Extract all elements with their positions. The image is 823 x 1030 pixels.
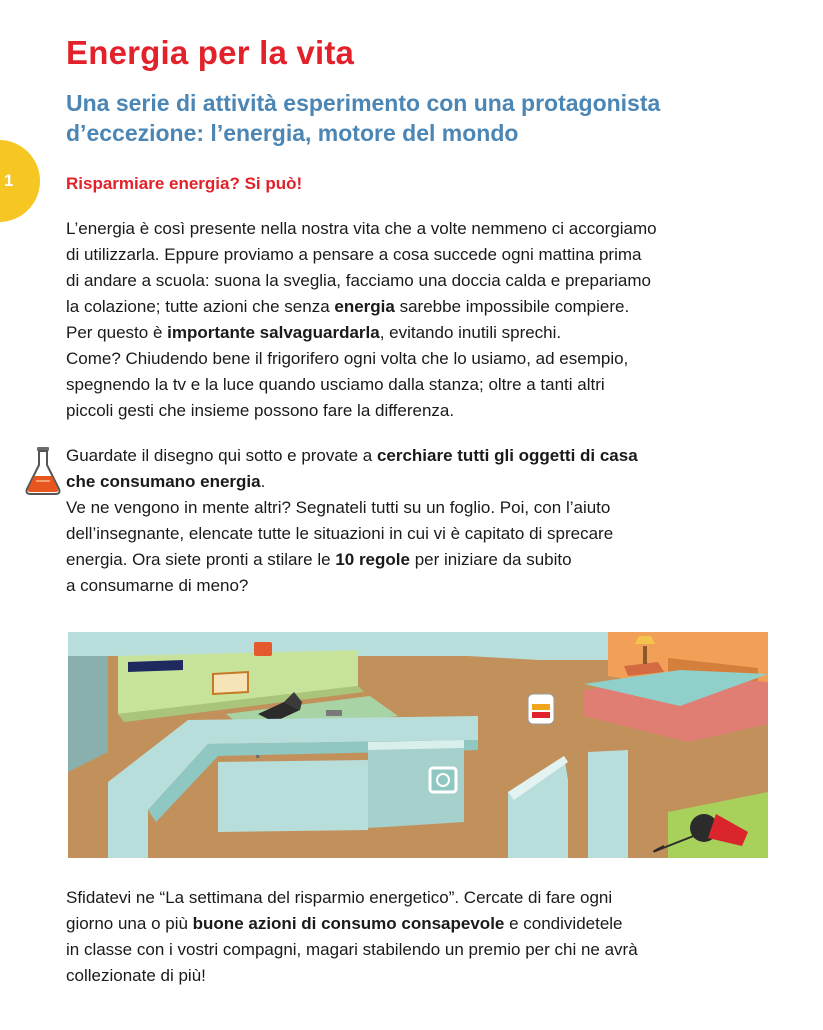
text-line — [66, 320, 806, 346]
text-line: Come? Chiudendo bene il frigorifero ogni volta che lo usiamo, ad esempio, — [66, 349, 629, 368]
text-line: L’energia è così presente nella nostra vita che a volte nemmeno ci accorgiamo — [66, 219, 657, 238]
text-run: giorno una o più — [66, 914, 193, 933]
text-line: Sfidatevi ne “La settimana del risparmio energetico”. Cercate di fare ogni — [66, 888, 613, 907]
text-run: e condividetele — [504, 914, 623, 933]
text-run: la colazione; tutte azioni che senza — [66, 297, 335, 316]
section-heading: Risparmiare energia? Si può! — [66, 174, 303, 193]
text-run: sarebbe impossibile compiere. — [394, 297, 630, 316]
text-line: a consumarne di meno? — [66, 576, 249, 595]
text-run: energia. Ora siete pronti a stilare le — [66, 550, 336, 569]
text-line: piccoli gesti che insieme possono fare la differenza. — [66, 401, 455, 420]
house-illustration — [68, 632, 768, 858]
intro-paragraph — [66, 216, 806, 424]
page-subtitle — [66, 88, 806, 148]
bold-text: importante salvaguardarla — [167, 323, 380, 342]
bold-text: energia — [334, 297, 395, 316]
text-run: Guardate il disegno qui sotto e provate a — [66, 446, 377, 465]
text-line — [66, 547, 806, 573]
bold-text: 10 regole — [335, 550, 410, 569]
bold-text: che consumano energia — [66, 472, 261, 491]
closing-paragraph — [66, 885, 806, 989]
text-line — [66, 443, 806, 469]
section-number: 1 — [4, 171, 14, 190]
text-run: . — [260, 472, 266, 491]
text-line — [66, 469, 806, 495]
text-line — [66, 294, 806, 320]
text-line: dell’insegnante, elencate tutte le situazioni in cui vi è capitato di sprecare — [66, 524, 614, 543]
page-title: Energia per la vita — [66, 34, 355, 71]
text-line: spegnendo la tv e la luce quando usciamo dalla stanza; oltre a tanti altri — [66, 375, 605, 394]
text-line — [66, 911, 806, 937]
flask-icon — [24, 446, 62, 496]
bold-text: buone azioni di consumo consapevole — [192, 914, 505, 933]
text-run: per iniziare da subito — [409, 550, 572, 569]
activity-paragraph — [66, 443, 806, 599]
subtitle-line: d’eccezione: l’energia, motore del mondo — [66, 120, 519, 146]
text-line: di andare a scuola: suona la sveglia, facciamo una doccia calda e prepariamo — [66, 271, 651, 290]
text-run: Per questo è — [66, 323, 168, 342]
text-run: , evitando inutili sprechi. — [379, 323, 562, 342]
bold-text: cerchiare tutti gli oggetti di casa — [376, 446, 638, 465]
text-line: collezionate di più! — [66, 966, 206, 985]
subtitle-line: Una serie di attività esperimento con una protagonista — [66, 90, 661, 116]
text-line: di utilizzarla. Eppure proviamo a pensare a cosa succede ogni mattina prima — [66, 245, 642, 264]
text-line: Ve ne vengono in mente altri? Segnateli tutti su un foglio. Poi, con l’aiuto — [66, 498, 611, 517]
text-line: in classe con i vostri compagni, magari stabilendo un premio per chi ne avrà — [66, 940, 638, 959]
